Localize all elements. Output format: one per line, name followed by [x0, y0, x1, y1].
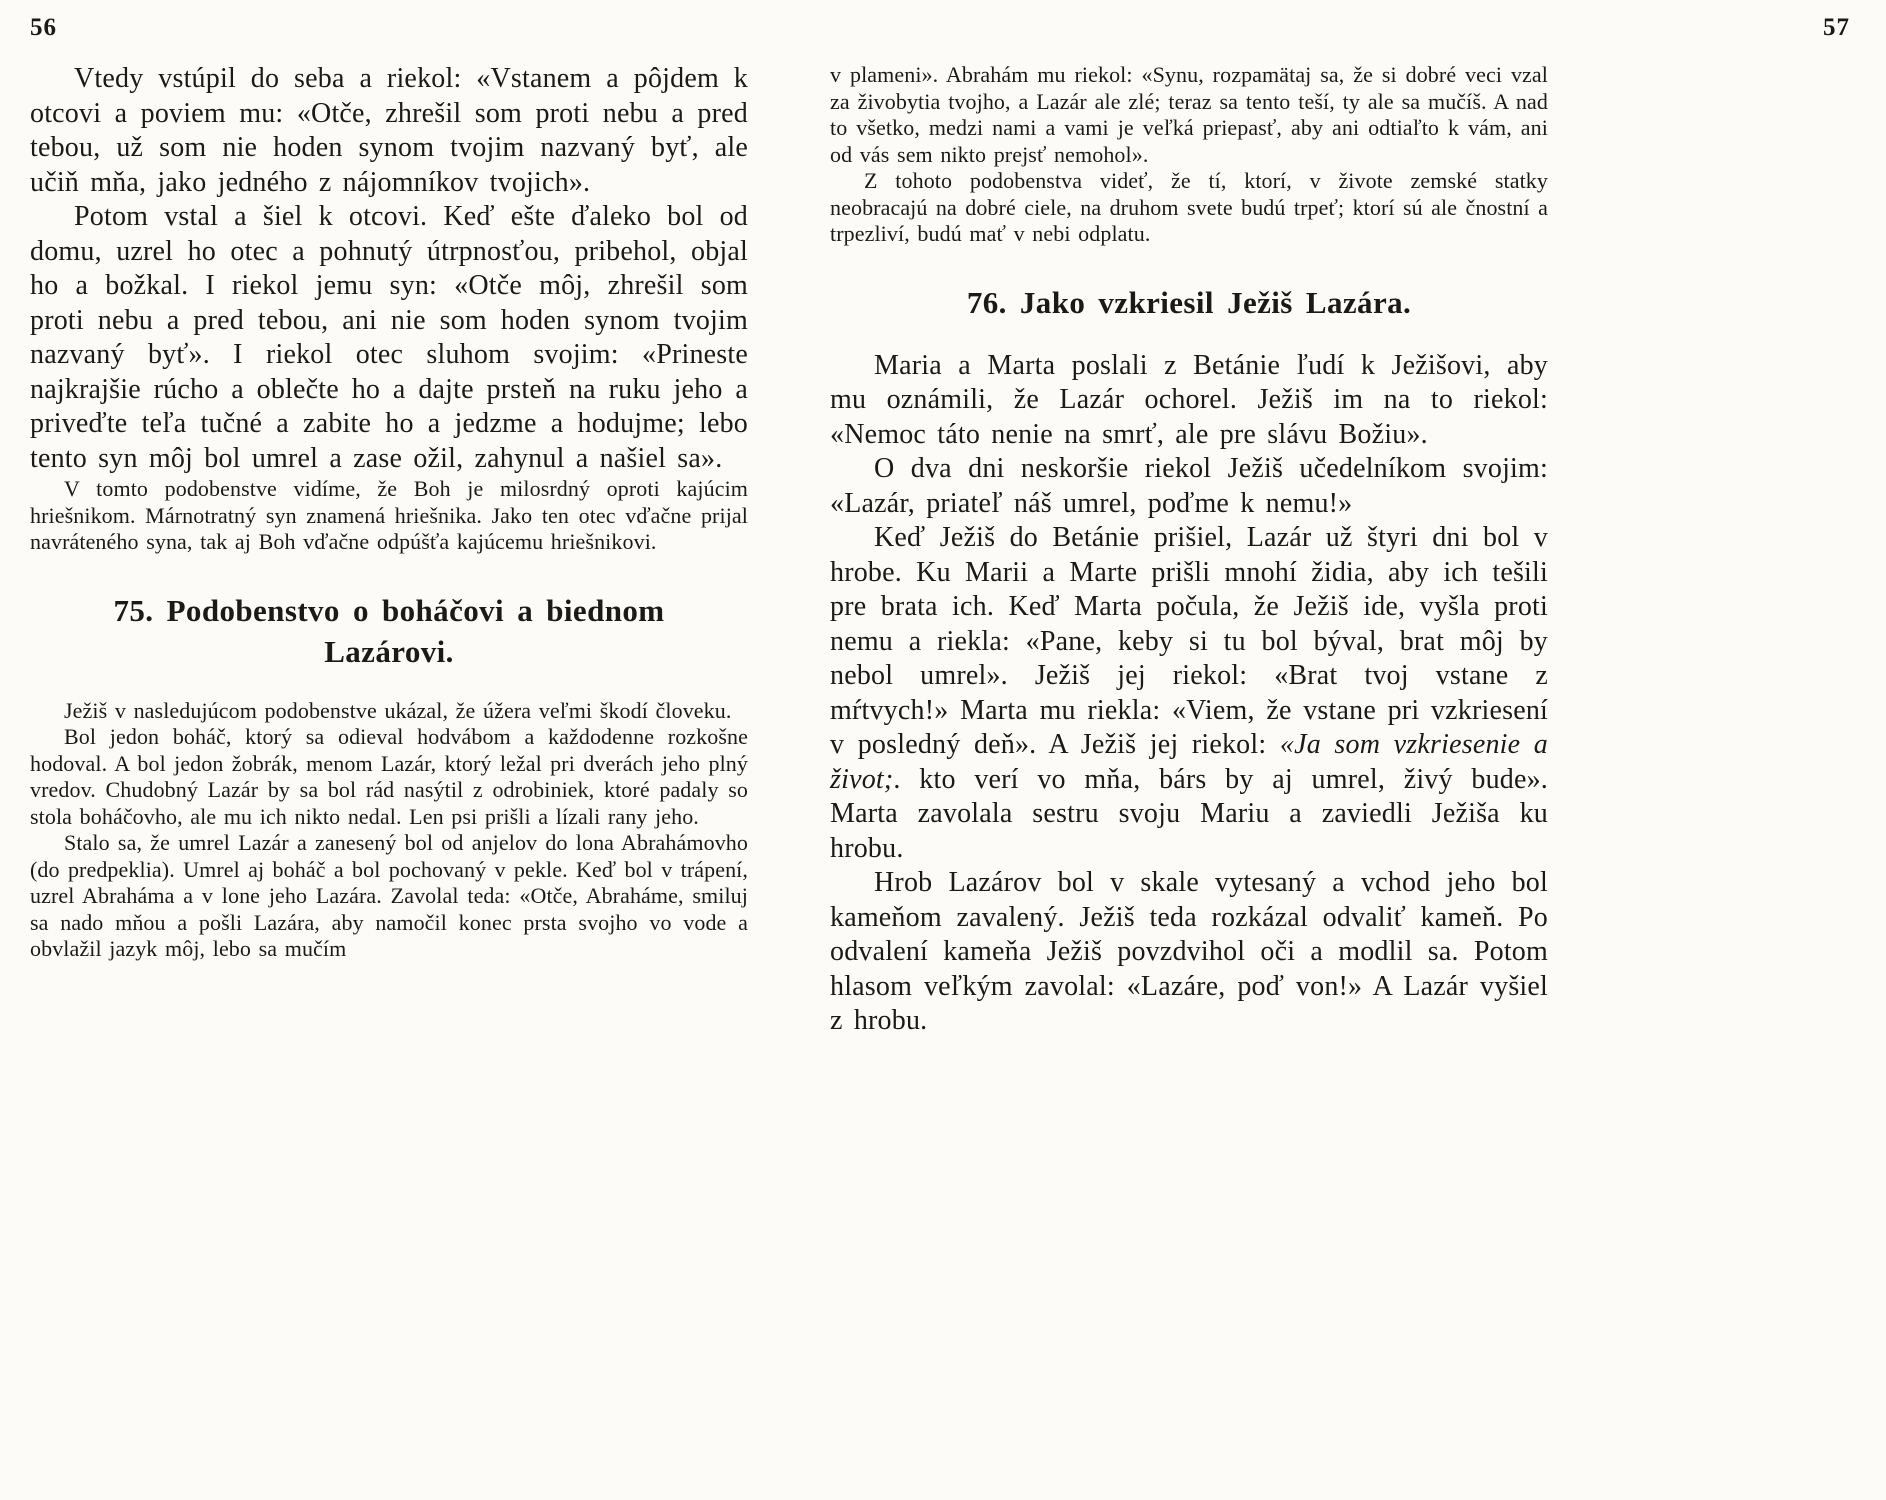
paragraph-rich-man: Bol jedon boháč, ktorý sa odieval hodvábom a každodenne rozkošne hodoval. A bol jedon žobrák, menom Lazár, ktorý ležal pri dverách jeho plný vredov. Chudobný Lazár by sa bol rád nasýtil z odrobiniek, ktoré padaly so stola boháčovho, ale mu ich nikto nedal. Len psi prišli a lízali rany jeho.	[30, 724, 748, 829]
paragraph-bethany	[830, 521, 1548, 866]
paragraph-prodigal-son-2: Potom vstal a šiel k otcovi. Keď ešte ďaleko bol od domu, uzrel ho otec a pohnutý útrpnosťou, pribehol, objal ho a božkal. I riekol jemu syn: «Otče môj, zhrešil som proti nebu a pred tebou, ani nie som hoden synom tvojim nazvaný byť». I riekol otec sluhom svojim: «Prineste najkrajšie rúcho a oblečte ho a dajte prsteň na ruku jeho a priveďte teľa tučné a zabite ho a jedzme a hodujme; lebo tento syn môj bol umrel a zase ožil, zahynul a našiel sa».	[30, 201, 748, 474]
page-number-right: 57	[1823, 14, 1850, 41]
chapter-heading-75-line1: 75. Podobenstvo o boháčovi a biednom	[113, 592, 665, 628]
paragraph-lazarus-death: Stalo sa, že umrel Lazár a zanesený bol od anjelov do lona Abrahámovho (do predpeklia). Umrel aj boháč a bol pochovaný v pekle. Keď bol v trápení, uzrel Abraháma a v lone jeho Lazára. Zavolal teda: «Otče, Abraháme, smiluj sa nado mňou a pošli Lazára, aby namočil konec prsta svojho vo vode a obvlažil jazyk môj, lebo sa mučím	[30, 830, 748, 961]
chapter-heading-75	[30, 590, 748, 672]
paragraph-commentary: V tomto podobenstve vidíme, že Boh je milosrdný oproti kajúcim hriešnikom. Márnotratný syn znamená hriešnika. Jako ten otec vďačne prijal navráteného syna, tak aj Boh vďačne odpúšťa kajúcemu hriešnikovi.	[30, 476, 748, 554]
chapter-heading-76: 76. Jako vzkriesil Ježiš Lazára.	[966, 284, 1412, 320]
paragraph-lazarus-intro: Ježiš v nasledujúcom podobenstve ukázal, že úžera veľmi škodí človeku.	[64, 697, 732, 723]
paragraph-maria-marta: Maria a Marta poslali z Betánie ľudí k Ježišovi, aby mu oznámili, že Lazár ochorel. Ježiš im na to riekol: «Nemoc táto nenie na smrť, ale pre slávu Božiu».	[830, 349, 1548, 450]
page-left-column	[30, 62, 748, 963]
paragraph-bethany-text: Keď Ježiš do Betánie prišiel, Lazár už štyri dni bol v hrobe. Ku Marii a Marte prišli mnohí židia, aby ich tešili pre brata ich. Keď Marta počula, že Ježiš ide, vyšla proti nemu a riekla: «Pane, keby si tu bol býval, brat môj by nebol umrel». Ježiš jej riekol: «Brat tvoj vstane z mŕtvych!» Marta mu riekla: «Viem, že vstane pri vzkriesení v posledný deň». A Ježiš jej riekol:	[830, 522, 1548, 760]
paragraph-flame-continuation: v plameni». Abrahám mu riekol: «Synu, rozpamätaj sa, že si dobré veci vzal za živobytia tvojho, a Lazár ale zlé; teraz sa tento teší, ty ale sa mučíš. A nad to všetko, medzi nami a vami je veľká priepasť, aby ani odtiaľto k vám, ani od vás sem nikto prejsť nemohol».	[830, 62, 1548, 167]
page-right-column	[830, 62, 1548, 1039]
page-number-left: 56	[30, 14, 57, 41]
paragraph-tomb: Hrob Lazárov bol v skale vytesaný a vchod jeho bol kameňom zavalený. Ježiš teda rozkázal odvaliť kameň. Po odvalení kameňa Ježiš povzdvihol oči a modlil sa. Potom hlasom veľkým zavolal: «Lazáre, poď von!» A Lazár vyšiel z hrobu.	[830, 867, 1548, 1036]
paragraph-bethany-text-after: . kto verí vo mňa, bárs by aj umrel, živý bude». Marta zavolala sestru svoju Mariu a zaviedli Ježiša ku hrobu.	[830, 763, 1548, 864]
chapter-heading-75-line2: Lazárovi.	[324, 633, 454, 669]
paragraph-moral: Z tohoto podobenstva videť, že tí, ktorí, v živote zemské statky neobracajú na dobré ciele, na druhom svete budú trpeť; ktorí sú ale čnostní a trpezliví, budú mať v nebi odplatu.	[830, 168, 1548, 246]
paragraph-bethany-quote-italic: «Ja som vzkriesenie a život;	[830, 729, 1548, 795]
paragraph-prodigal-son-1: Vtedy vstúpil do seba a riekol: «Vstanem a pôjdem k otcovi a poviem mu: «Otče, zhrešil som proti nebu a pred tebou, už som nie hoden synom tvojim nazvaný byť, ale učiň mňa, jako jedného z nájomníkov tvojich».	[30, 63, 748, 198]
paragraph-two-days: O dva dni neskoršie riekol Ježiš učedelníkom svojim: «Lazár, priateľ náš umrel, poďme k nemu!»	[830, 453, 1548, 519]
